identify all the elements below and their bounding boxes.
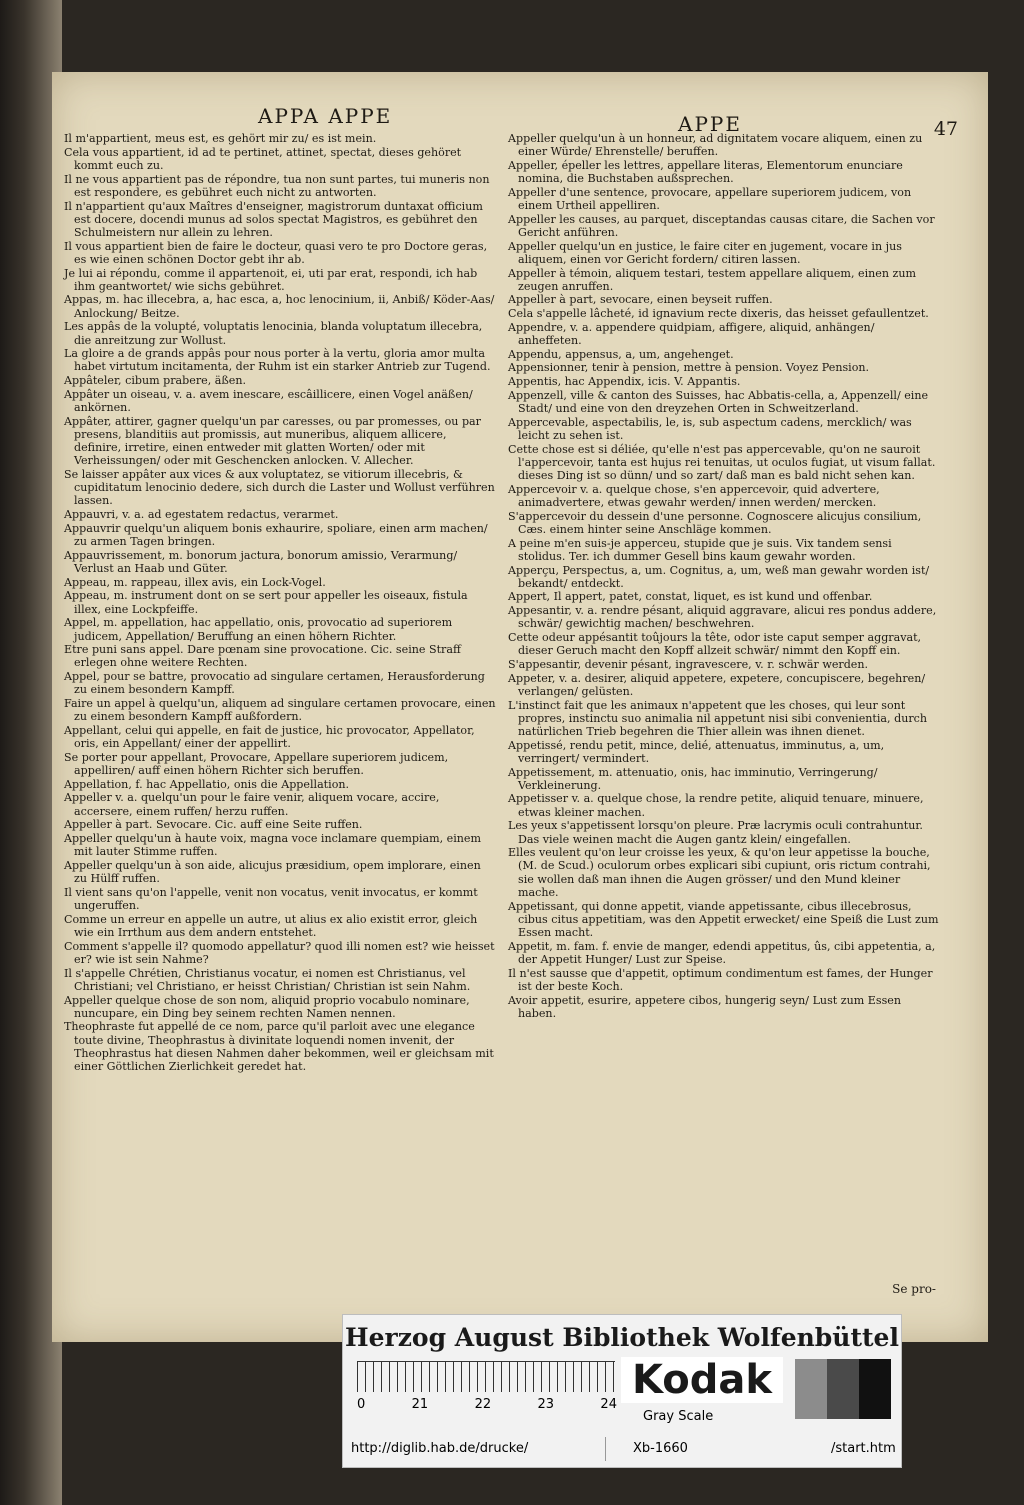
page-number: 47: [933, 118, 958, 140]
kodak-text: Kodak: [632, 1357, 772, 1403]
dictionary-entry: Appetisser v. a. quelque chose, la rendre petite, aliquid tenuare, minuere, etwas kleiner machen.: [508, 792, 924, 819]
dictionary-entry: Je lui ai répondu, comme il appartenoit, ei, uti par erat, respondi, ich hab ihm geantwortet/ wie sichs gebühret.: [64, 266, 478, 293]
dictionary-entry: Il n'appartient qu'aux Maîtres d'enseigner, magistrorum duntaxat officium est docere, docendi munus ad solos spectat Magistros, es gebühret den Schulmeistern nur allein zu lehren.: [64, 199, 483, 239]
dictionary-entry: Etre puni sans appel. Dare pœnam sine provocatione. Cic. seine Straff erlegen ohne weitere Rechten.: [64, 643, 461, 670]
color-target-card: [342, 1314, 902, 1468]
start-page: /start.htm: [831, 1441, 896, 1456]
kodak-logo: [621, 1357, 783, 1403]
dictionary-entry: Appetit, m. fam. f. envie de manger, edendi appetitus, ûs, cibi appetentia, a, der Appetit Hunger/ Lust zur Speise.: [508, 939, 936, 966]
dictionary-entry: Appercevable, aspectabilis, le, is, sub aspectum cadens, mercklich/ was leicht zu sehen ist.: [508, 415, 912, 442]
dictionary-entry: Appâter, attirer, gagner quelqu'un par caresses, ou par promesses, ou par presens, blanditiis aut promissis, aut muneribus, aliquem allicere, definire, irretire, einen entweder mit glatten Worten/ oder mit Verheissungen/ oder mit Geschencken anlocken. V. Allecher.: [64, 414, 481, 468]
dictionary-entry: Appeter, v. a. desirer, aliquid appetere, expetere, concupiscere, begehren/ verlangen/ gelüsten.: [508, 671, 926, 698]
dictionary-entry: S'appercevoir du dessein d'une personne. Cognoscere alicujus consilium, Cæs. einem hinter seine Anschläge kommen.: [508, 509, 922, 536]
running-head-right: APPE: [678, 112, 742, 136]
dictionary-entry: Appetissant, qui donne appetit, viande appetissante, cibus illecebrosus, cibus citus appetitiam, was den Appetit erwecket/ eine Speiß die Lust zum Essen macht.: [508, 899, 939, 939]
dictionary-entry: Appeller quelqu'un en justice, le faire citer en jugement, vocare in jus aliquem, einen vor Gericht fordern/ citiren lassen.: [508, 239, 902, 266]
dictionary-entry: Appensionner, tenir à pension, mettre à pension. Voyez Pension.: [508, 361, 870, 375]
dictionary-entry: Cette odeur appésantit toûjours la tête, odor iste caput semper aggravat, dieser Geruch macht den Kopff allzeit schwär/ nimmt den Kopff ein.: [508, 631, 922, 658]
dictionary-entry: Appel, pour se battre, provocatio ad singulare certamen, Herausforderung zu einem besondern Kampff.: [64, 670, 485, 697]
ruler-label: 0: [357, 1397, 366, 1412]
gray-scale-label: Gray Scale: [643, 1409, 714, 1424]
dictionary-entry: Appellation, f. hac Appellatio, onis die Appellation.: [64, 777, 350, 791]
dictionary-entry: Appas, m. hac illecebra, a, hac esca, a, hoc lenocinium, ii, Anbiß/ Köder-Aas/ Anlockung/ Beitze.: [64, 293, 495, 320]
gray-swatch: [795, 1359, 827, 1419]
dictionary-entry: Les yeux s'appetissent lorsqu'on pleure. Præ lacrymis oculi contrahuntur. Das viele weinen macht die Augen gantz klein/ eingefallen.: [508, 819, 923, 846]
ruler-label: 22: [474, 1397, 492, 1412]
dictionary-entry: Se laisser appâter aux vices & aux voluptatez, se vitiorum illecebris, & cupiditatum lenocinio dedere, sich durch die Laster und Wollust verführen lassen.: [64, 468, 495, 508]
dictionary-entry: Faire un appel à quelqu'un, aliquem ad singulare certamen provocare, einen zu einem besondern Kampff außfordern.: [64, 697, 496, 724]
dictionary-entry: Appeau, m. instrument dont on se sert pour appeller les oiseaux, fistula illex, eine Lockpfeiffe.: [64, 589, 468, 616]
dictionary-entry: Appeller quelqu'un à haute voix, magna voce inclamare quempiam, einem mit lauter Stimme ruffen.: [64, 832, 482, 859]
dictionary-entry: Appauvri, v. a. ad egestatem redactus, verarmet.: [64, 508, 339, 522]
dictionary-entry: Appercevoir v. a. quelque chose, s'en appercevoir, quid advertere, animadvertere, etwas gewahr werden/ innen werden/ mercken.: [508, 482, 880, 509]
dictionary-entry: Il vient sans qu'on l'appelle, venit non vocatus, venit invocatus, er kommt ungeruffen.: [64, 885, 478, 913]
shelfmark: Xb-1660: [633, 1441, 688, 1456]
gray-swatch: [859, 1359, 891, 1419]
ruler-labels: [357, 1397, 617, 1412]
dictionary-entry: Appetissement, m. attenuatio, onis, hac imminutio, Verringerung/ Verkleinerung.: [508, 765, 878, 792]
dictionary-entry: Appeau, m. rappeau, illex avis, ein Lock-Vogel.: [64, 575, 326, 589]
dictionary-entry: Appeller à part. Sevocare. Cic. auff eine Seite ruffen.: [64, 818, 363, 832]
dictionary-entry: Appeller, épeller les lettres, appellare literas, Elementorum enunciare nomina, die Buchstaben außsprechen.: [508, 158, 903, 186]
dictionary-entry: Les appâs de la volupté, voluptatis lenocinia, blanda voluptatum illecebra, die anreitzung zur Wollust.: [64, 320, 483, 347]
ruler-label: 21: [411, 1397, 429, 1412]
dictionary-entry: Appeller quelque chose de son nom, aliquid proprio vocabulo nominare, nuncupare, ein Ding bey seinem rechten Namen nennen.: [64, 993, 470, 1020]
dictionary-entry: Appellant, celui qui appelle, en fait de justice, hic provocator, Appellator, oris, ein Appellant/ einer der appellirt.: [64, 723, 475, 751]
dictionary-entry: Appetissé, rendu petit, mince, delié, attenuatus, imminutus, a, um, verringert/ vermindert.: [508, 738, 885, 765]
dictionary-entry: Il m'appartient, meus est, es gehört mir zu/ es ist mein.: [64, 132, 377, 145]
dictionary-entry: Appesantir, v. a. rendre pésant, aliquid aggravare, alicui res pondus addere, schwär/ gewichtig machen/ beschwehren.: [508, 604, 937, 631]
dictionary-entry: Cela s'appelle lâcheté, id ignavium recte dixeris, das heisset gefaullentzet.: [508, 307, 929, 321]
dictionary-entry: Appel, m. appellation, hac appellatio, onis, provocatio ad superiorem judicem, Appellation/ Beruffung an einen höhern Richter.: [64, 616, 453, 643]
dictionary-entry: S'appesantir, devenir pésant, ingravescere, v. r. schwär werden.: [508, 657, 869, 671]
dictionary-entry: Il s'appelle Chrétien, Christianus vocatur, ei nomen est Christianus, vel Christiani; vel Christiano, er heisst Christian/ Christian ist sein Nahm.: [64, 966, 471, 993]
dictionary-entry: Appeller quelqu'un à son aide, alicujus præsidium, opem implorare, einen zu Hülff ruffen.: [64, 858, 481, 886]
dictionary-entry: Appeller v. a. quelqu'un pour le faire venir, aliquem vocare, accire, accersere, einem ruffen/ herzu ruffen.: [64, 791, 440, 818]
dictionary-entry: Comme un erreur en appelle un autre, ut alius ex alio existit error, gleich wie ein Irrthum aus dem andern entstehet.: [64, 912, 478, 939]
dictionary-entry: Appeller les causes, au parquet, disceptandas causas citare, die Sachen vor Gericht anführen.: [508, 212, 935, 239]
ruler-label: 24: [600, 1397, 617, 1412]
book-page: [52, 72, 988, 1342]
dictionary-entry: Appâter un oiseau, v. a. avem inescare, escâillicere, einen Vogel anäßen/ ankörnen.: [64, 387, 473, 415]
running-head-left: APPA APPE: [258, 104, 393, 128]
dictionary-entry: L'instinct fait que les animaux n'appetent que les choses, qui leur sont propres, instinctu suo animalia nil appetunt nisi sibi convenientia, durch natürlichen Trieb begehren die Thier allein was ihnen dienet.: [508, 698, 928, 738]
library-title: Herzog August Bibliothek Wolfenbüttel: [345, 1323, 899, 1352]
dictionary-entry: Appert, Il appert, patet, constat, liquet, es ist kund und offenbar.: [508, 590, 873, 604]
catchword: Se pro-: [892, 1282, 936, 1296]
dictionary-entry: A peine m'en suis-je apperceu, stupide que je suis. Vix tandem sensi stolidus. Ter. ich dummer Gesell bins kaum gewahr worden.: [508, 536, 892, 563]
dictionary-entry: Appâteler, cibum prabere, äßen.: [64, 374, 247, 388]
dictionary-entry: Cela vous appartient, id ad te pertinet, attinet, spectat, dieses gehöret kommt euch zu.: [64, 145, 462, 172]
ruler-label: 23: [537, 1397, 555, 1412]
gray-swatch: [827, 1359, 859, 1419]
dictionary-entry: Il vous appartient bien de faire le docteur, quasi vero te pro Doctore geras, es wie einen schönen Doctor gebt ihr ab.: [64, 239, 488, 266]
dictionary-entry: Elles veulent qu'on leur croisse les yeux, & qu'on leur appetisse la bouche, (M. de Scud.) oculorum orbes explicari sibi cupiunt, oris rictum contrahi, sie wollen daß man ihnen die Augen grösser/ und den Mund kleiner mache.: [508, 846, 931, 899]
dictionary-entry: Appeller à part, sevocare, einen beyseit ruffen.: [508, 293, 773, 307]
dictionary-entry: La gloire a de grands appâs pour nous porter à la vertu, gloria amor multa habet virtutum incitamenta, der Ruhm ist ein starker Antrieb zur Tugend.: [64, 347, 491, 374]
dictionary-entry: Appeller quelqu'un à un honneur, ad dignitatem vocare aliquem, einen zu einer Würde/ Ehrenstelle/ beruffen.: [508, 132, 923, 159]
dictionary-entry: Il ne vous appartient pas de répondre, tua non sunt partes, tui muneris non est respondere, es gebühret euch nicht zu antworten.: [64, 172, 490, 199]
dictionary-entry: Appenzell, ville & canton des Suisses, hac Abbatis-cella, a, Appenzell/ eine Stadt/ und eine von den dreyzehen Orten in Schweitzerland.: [508, 388, 929, 416]
left-column: [64, 132, 496, 1074]
dictionary-entry: Appeller à témoin, aliquem testari, testem appellare aliquem, einen zum zeugen anruffen.: [508, 266, 917, 293]
dictionary-entry: Appendre, v. a. appendere quidpiam, affigere, aliquid, anhängen/ anheffeten.: [508, 320, 875, 348]
dictionary-entry: Appauvrissement, m. bonorum jactura, bonorum amissio, Verarmung/ Verlust an Haab und Güter.: [64, 548, 458, 575]
dictionary-entry: Appentis, hac Appendix, icis. V. Appantis.: [508, 375, 741, 389]
dictionary-entry: Avoir appetit, esurire, appetere cibos, hungerig seyn/ Lust zum Essen haben.: [508, 993, 901, 1020]
digital-library-url: http://diglib.hab.de/drucke/: [351, 1441, 529, 1456]
footer-divider: [605, 1437, 606, 1461]
dictionary-entry: Cette chose est si déliée, qu'elle n'est pas appercevable, qu'on ne sauroit l'appercevoir, tanta est hujus rei tenuitas, ut oculos fugiat, ut visum fallat. dieses Ding ist so dünn/ und so zart/ daß man es bald nicht sehen kan.: [508, 442, 936, 483]
ruler-scale: [357, 1361, 615, 1392]
dictionary-entry: Apperçu, Perspectus, a, um. Cognitus, a, um, weß man gewahr worden ist/ bekandt/ entdeckt.: [508, 563, 930, 590]
dictionary-entry: Comment s'appelle il? quomodo appellatur? quod illi nomen est? wie heisset er? wie ist sein Nahme?: [64, 939, 495, 966]
dictionary-entry: Appauvrir quelqu'un aliquem bonis exhaurire, spoliare, einen arm machen/ zu armen Tagen bringen.: [64, 521, 488, 549]
dictionary-entry: Se porter pour appellant, Provocare, Appellare superiorem judicem, appelliren/ auff einen höhern Richter sich beruffen.: [64, 750, 449, 778]
right-column: [508, 132, 940, 1020]
dictionary-entry: Il n'est sausse que d'appetit, optimum condimentum est fames, der Hunger ist der beste Koch.: [508, 966, 933, 993]
dictionary-entry: Appeller d'une sentence, provocare, appellare superiorem judicem, von einem Urtheil appelliren.: [508, 185, 912, 213]
target-footer: [343, 1433, 901, 1463]
dictionary-entry: Appendu, appensus, a, um, angehenget.: [508, 347, 734, 361]
gray-swatches: [795, 1359, 891, 1419]
dictionary-entry: Theophraste fut appellé de ce nom, parce qu'il parloit avec une elegance toute divine, Theophrastus à divinitate loquendi nomen invenit, der Theophrastus hat diesen Nahmen daher bekommen, weil er gleichsam mit einer Göttlichen Zierlichkeit geredet hat.: [64, 1020, 494, 1074]
